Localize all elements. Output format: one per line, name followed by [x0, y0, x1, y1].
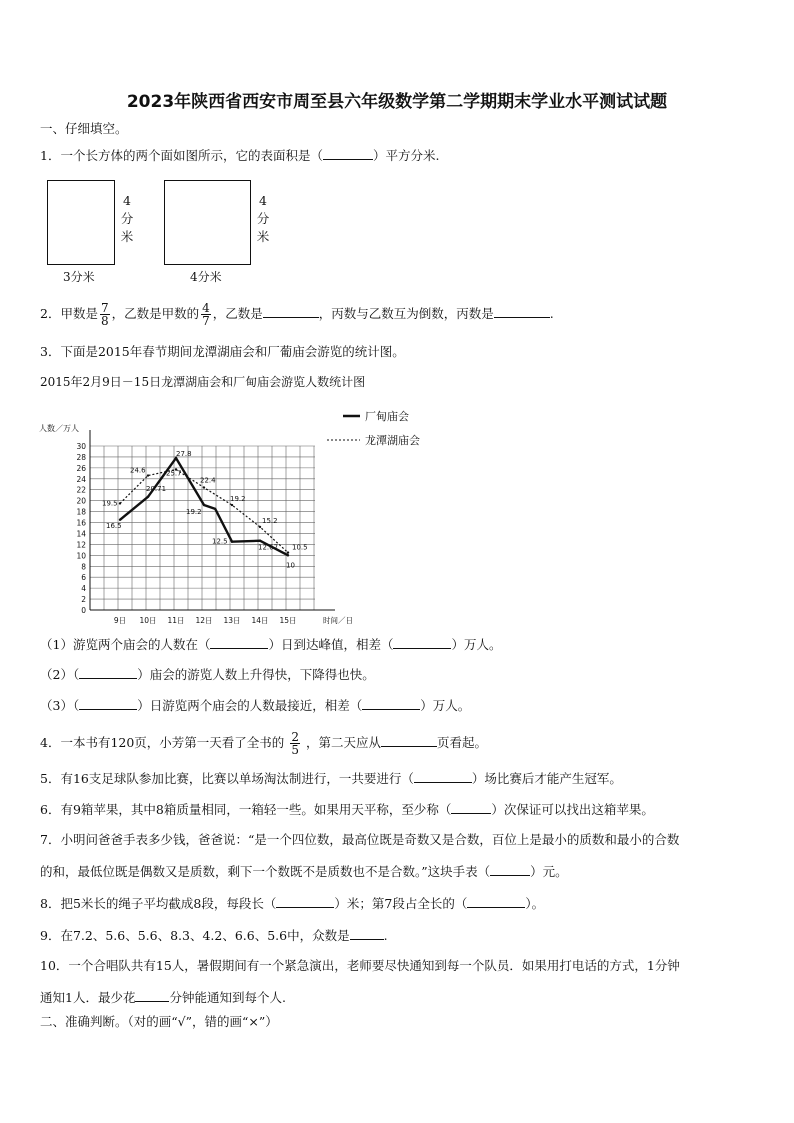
- q4-answer-blank[interactable]: [381, 734, 437, 747]
- y-tick-label: 6: [81, 573, 86, 583]
- section-2-heading: 二、准确判断。（对的画“√”，错的画“×”）: [40, 1014, 278, 1029]
- face-2-rectangle: [164, 180, 251, 265]
- data-label: 19.5: [102, 499, 118, 508]
- x-tick-label: 13日: [223, 616, 241, 625]
- page-title: 2023年陕西省西安市周至县六年级数学第二学期期末学业水平测试试题: [126, 92, 668, 112]
- x-tick-label: 15日: [279, 616, 297, 625]
- q8-answer-blank-1[interactable]: [276, 895, 334, 908]
- q7-answer-blank[interactable]: [490, 863, 530, 876]
- y-tick-label: 2: [81, 595, 86, 605]
- x-tick-label: 10日: [139, 616, 157, 625]
- question-3: 3．下面是2015年春节期间龙潭湖庙会和厂葡庙会游览的统计图。: [40, 344, 405, 359]
- q5-answer-blank[interactable]: [414, 770, 472, 783]
- question-10-line-2: 通知1人．最少花 分钟能通知到每个人.: [40, 990, 286, 1005]
- q1-answer-blank[interactable]: [323, 147, 373, 160]
- y-tick-label: 16: [76, 518, 86, 528]
- question-3-3: （3）（ ）日游览两个庙会的人数最接近，相差（ ）万人。: [40, 698, 471, 713]
- data-label: 12.67: [258, 543, 279, 552]
- data-label: 22.4: [200, 476, 216, 485]
- data-point: [231, 540, 233, 542]
- x-tick-label: 11日: [167, 616, 185, 625]
- data-label: 15.2: [262, 516, 278, 525]
- data-point: [259, 540, 261, 542]
- q2-text-5: .: [549, 306, 554, 321]
- x-axis-label: 时间／日: [323, 616, 353, 625]
- face-1-side-label: 4 分 米: [120, 193, 134, 244]
- q10-answer-blank[interactable]: [135, 989, 169, 1002]
- q2-text-2: ，乙数是甲数的: [111, 306, 200, 321]
- y-tick-label: 4: [81, 584, 86, 594]
- question-2: [40, 300, 554, 328]
- question-9: 9．在7.2、5.6、5.6、8.3、4.2、6.6、5.6中，众数是 .: [40, 928, 388, 943]
- q3-1-blank-2[interactable]: [393, 636, 451, 649]
- q2-answer-blank-1[interactable]: [263, 305, 319, 318]
- question-5: 5．有16支足球队参加比赛，比赛以单场淘汰制进行，一共要进行（ ）场比赛后才能产生冠军。: [40, 771, 622, 786]
- q2-text-4: ，丙数与乙数互为倒数，丙数是: [318, 306, 494, 321]
- data-point: [203, 486, 205, 488]
- data-point: [147, 496, 149, 498]
- y-tick-label: 26: [76, 463, 86, 473]
- q2-answer-blank-2[interactable]: [494, 305, 550, 318]
- face-2-bottom-label: 4分米: [190, 270, 222, 284]
- y-tick-label: 10: [76, 551, 86, 561]
- data-label: 27.8: [176, 450, 192, 459]
- y-tick-label: 0: [81, 606, 86, 615]
- q1-suffix: ）平方分米.: [372, 148, 440, 163]
- y-tick-label: 12: [76, 540, 86, 550]
- data-point: [203, 504, 205, 506]
- q9-answer-blank[interactable]: [350, 927, 384, 940]
- q3-1-blank-1[interactable]: [210, 636, 268, 649]
- data-label: 24.6: [130, 466, 146, 475]
- legend-label-changdian: 厂甸庙会: [365, 410, 409, 423]
- question-4: 4．一本书有120页，小芳第一天看了全书的 $\frac{2}{5}$ ，第二天应从 页看起。: [40, 730, 487, 757]
- fraction-4-7: $\frac{4}{7}$: [202, 301, 210, 328]
- question-8: 8．把5米长的绳子平均截成8段，每段长（ ）米；第7段占全长的（ ）。: [40, 896, 545, 911]
- y-tick-label: 18: [76, 507, 86, 517]
- data-label: 19.2: [186, 508, 202, 517]
- chart-title: 2015年2月9日－15日龙潭湖庙会和厂甸庙会游览人数统计图: [40, 375, 366, 389]
- data-label: 16.5: [106, 521, 122, 530]
- y-tick-label: 20: [76, 496, 86, 506]
- q8-answer-blank-2[interactable]: [467, 895, 525, 908]
- data-point: [231, 504, 233, 506]
- section-1-heading: 一、仔细填空。: [40, 121, 128, 136]
- data-label: 10.5: [292, 543, 308, 552]
- y-tick-label: 14: [76, 529, 86, 539]
- y-tick-label: 30: [76, 442, 86, 451]
- data-label: 10: [286, 561, 295, 570]
- question-6: 6．有9箱苹果，其中8箱质量相同，一箱轻一些。如果用天平称，至少称（ ）次保证可以找出这箱苹果。: [40, 802, 654, 817]
- x-tick-label: 12日: [195, 616, 213, 625]
- line-chart: [35, 398, 455, 628]
- q2-text-1: 2．甲数是: [40, 306, 98, 321]
- face-2-side-label: 4 分 米: [256, 193, 270, 244]
- data-point: [147, 474, 149, 476]
- y-tick-label: 8: [81, 562, 86, 572]
- x-tick-label: 14日: [251, 616, 269, 625]
- fraction-2-5: $\frac{2}{5}$: [291, 730, 299, 757]
- question-3-1: （1）游览两个庙会的人数在（ ）日到达峰值，相差（ ）万人。: [40, 637, 502, 652]
- data-label: 20.71: [146, 484, 167, 493]
- q3-2-blank[interactable]: [79, 666, 137, 679]
- question-7-line-2: 的和，最低位既是偶数又是质数，剩下一个数既不是质数也不是合数。”这块手表（ ）元。: [40, 864, 568, 879]
- y-tick-label: 22: [76, 485, 86, 495]
- data-point: [119, 502, 121, 504]
- q2-text-3: ，乙数是: [212, 306, 263, 321]
- legend-label-longtanhu: 龙潭湖庙会: [365, 434, 420, 447]
- y-tick-label: 28: [76, 452, 86, 462]
- question-7-line-1: 7．小明问爸爸手表多少钱，爸爸说：“是一个四位数，最高位既是奇数又是合数，百位上是最小的质数和最小的合数: [40, 832, 680, 847]
- question-3-2: （2）（ ）庙会的游览人数上升得快，下降得也快。: [40, 667, 375, 682]
- q3-3-blank-1[interactable]: [79, 697, 137, 710]
- data-point: [287, 551, 289, 553]
- data-label: 25.7: [166, 469, 182, 478]
- fraction-7-8: $\frac{7}{8}$: [100, 301, 109, 328]
- data-point: [119, 519, 121, 521]
- y-tick-label: 24: [76, 474, 86, 484]
- question-10-line-1: 10．一个合唱队共有15人，暑假期间有一个紧急演出，老师要尽快通知到每一个队员．如果用打电话的方式，1分钟: [40, 958, 680, 973]
- face-1-bottom-label: 3分米: [63, 270, 95, 284]
- data-label: 19.2: [230, 495, 246, 504]
- data-label: 12.5: [212, 537, 228, 546]
- face-1-rectangle: [47, 180, 115, 265]
- data-point: [259, 526, 261, 528]
- q1-prefix: 1．一个长方体的两个面如图所示，它的表面积是（: [40, 148, 323, 163]
- q6-answer-blank[interactable]: [451, 801, 491, 814]
- question-1: [40, 147, 439, 164]
- data-point: [287, 554, 289, 556]
- x-tick-label: 9日: [113, 616, 127, 625]
- y-axis-label: 人数／万人: [39, 424, 79, 433]
- q3-3-blank-2[interactable]: [362, 697, 420, 710]
